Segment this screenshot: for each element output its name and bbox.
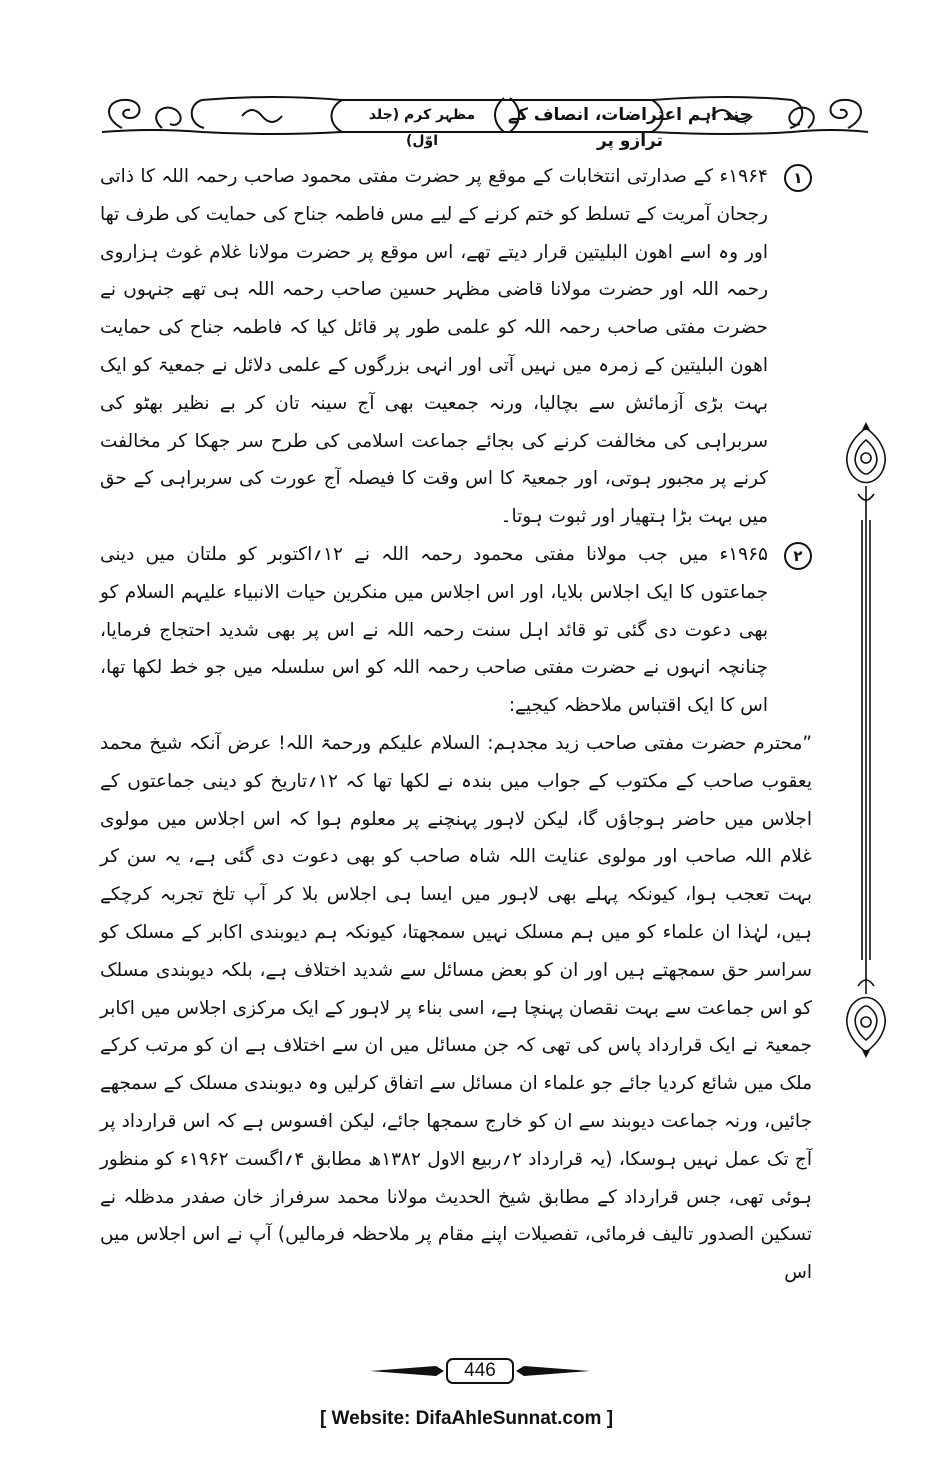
running-title: چند اہم اعتراضات، انصاف کے ترازو پر [508,105,752,151]
paragraph-text: ۱۹۶۴ء کے صدارتی انتخابات کے موقع پر حضرت مفتی محمود صاحب رحمہ اللہ کا ذاتی رجحان آمریت کے تسلط کو ختم کرنے کے لیے مس فاطمہ جناح کی حمایت کی طرف تھا اور وہ اسے اھون البلیتین قرار دیتے تھے، اس موقع پر حضرت مولانا غلام غوث ہزاروی رحمہ اللہ اور حضرت مولانا قاضی مظہر حسین صاحب رحمہ اللہ ہی تھے جنہوں نے حضرت مفتی صاحب رحمہ اللہ کو علمی طور پر قائل کیا کہ فاطمہ جناح کی حمایت اھون البلیتین کے زمرہ میں نہیں آتی اور انہی بزرگوں کے علمی دلائل نے جمعیۃ کو ایک بہت بڑی آزمائش سے بچالیا، ورنہ جمعیت بھی آج سینہ تان کر بے نظیر بھٹو کی سربراہی کی مخالفت کرنے کی بجائے جماعت اسلامی کی طرح سر جھکا کر مخالفت کرنے پر مجبور ہوتی، اور جمعیۃ کا اس وقت کا فیصلہ آج عورت کی سربراہی کے حق میں بہت بڑا ہتھیار اور ثبوت ہوتا۔ [100,166,768,528]
page-header [92,88,878,151]
paragraph-number: ۱ [784,164,812,192]
book-title: مظہر کرم (جلد اوّل) [368,107,476,149]
numbered-paragraph-2 [100,536,812,725]
side-ornament [838,420,894,1060]
quoted-letter [100,725,812,1292]
margin-ornament-icon [838,420,894,1060]
paragraph-number: ۲ [784,542,812,570]
page-number: 446 [464,1360,496,1381]
paragraph-text: ۱۹۶۵ء میں جب مولانا مفتی محمود رحمہ اللہ نے ۱۲؍اکتوبر کو ملتان میں دینی جماعتوں کا ایک اجلاس بلایا، اور اس اجلاس میں منکرین حیات الانبیاء علیہم السلام کو بھی دعوت دی گئی تو قائد اہل سنت رحمہ اللہ نے اس پر بھی شدید احتجاج فرمایا، چنانچہ انہوں نے حضرت مفتی صاحب رحمہ اللہ کو اس سلسلہ میں جو خط لکھا تھا، اس کا ایک اقتباس ملاحظہ کیجیے: [100,543,768,717]
page-number-frame [370,1356,590,1386]
numbered-paragraph-1 [100,158,812,536]
quote-text: ”محترم حضرت مفتی صاحب زید مجدہم: السلام علیکم ورحمۃ اللہ! عرض آنکہ شیخ محمد یعقوب صاحب کے مکتوب کے جواب میں بندہ نے لکھا تھا کہ ۱۲؍تاریخ کو دینی جماعتوں کے اجلاس میں حاضر ہوجاؤں گا، لیکن لاہور پہنچنے پر معلوم ہوا کہ اس اجلاس میں مولوی غلام اللہ صاحب اور مولوی عنایت اللہ شاہ صاحب کو بھی دعوت دی گئی ہے، یہ سن کر بہت تعجب ہوا، کیونکہ پہلے بھی لاہور میں ایسا ہی اجلاس بلا کر آپ تلخ تجربہ کرچکے ہیں، لہٰذا ان علماء کو میں ہم مسلک نہیں سمجھتا، کیونکہ ہم دیوبندی اکابر کے مسلک کو سراسر حق سمجھتے ہیں اور ان کو بعض مسائل سے شدید اختلاف ہے، بلکہ دیوبندی مسلک کو اس جماعت سے بہت نقصان پہنچا ہے، اسی بناء پر لاہور کے ایک مرکزی اجلاس میں اکابر جمعیۃ نے ایک قرارداد پاس کی تھی کہ جن مسائل میں ان سے اختلاف ہے ان کو مرتب کرکے ملک میں شائع کردیا جائے جو علماء ان مسائل سے اتفاق کرلیں وہ دیوبندی مسلک کے سمجھے جائیں، ورنہ جماعت دیوبند سے ان کو خارج سمجھا جائے، لیکن افسوس ہے کہ اس قرارداد پر آج تک عمل نہیں ہوسکا، (یہ قرارداد ۲؍ربیع الاول ۱۳۸۲ھ مطابق ۴؍اگست ۱۹۶۲ء کو منظور ہوئی تھی، جس قرارداد کے مطابق شیخ الحدیث مولانا محمد سرفراز خان صفدر مدظلہ نے تسکین الصدور تالیف فرمائی، تفصیلات اپنے مقام پر ملاحظہ فرمالیں) آپ نے اس اجلاس میں اس [100,732,813,1284]
page-body [100,158,812,1292]
website-footer: [ Website: DifaAhleSunnat.com ] [319,1408,614,1429]
